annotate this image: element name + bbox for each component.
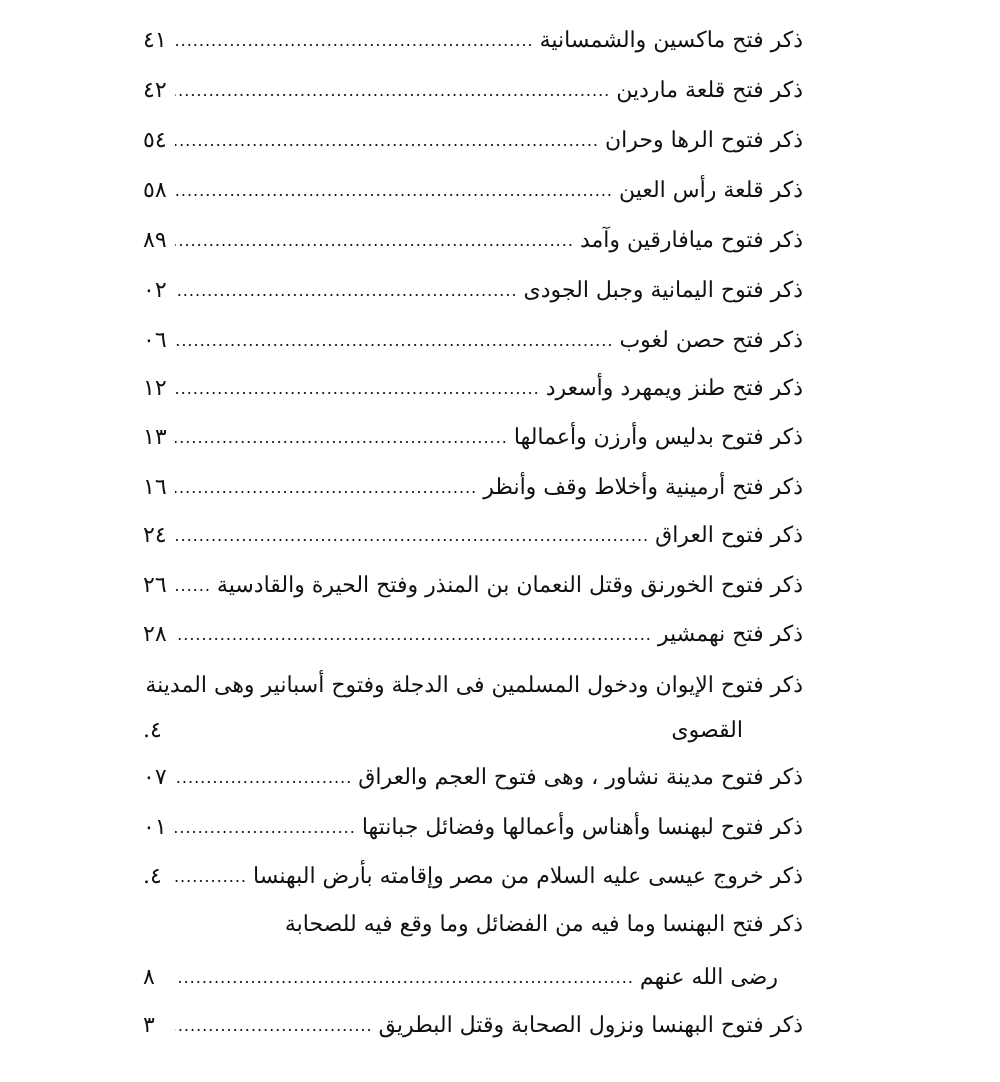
- dot-leader: [175, 21, 534, 61]
- toc-entry-page: ٣: [143, 1013, 155, 1038]
- toc-entry-page: ٤.: [143, 718, 162, 743]
- toc-entry-title: ذكر فتوح مدينة نشاور ، وهى فتوح العجم والعراق: [358, 765, 803, 790]
- toc-entry-title: ذكر فتوح العراق: [655, 523, 803, 548]
- toc-entry: [143, 758, 803, 798]
- dot-leader: [175, 758, 352, 798]
- toc-entry-title-line: ذكر فتوح الإيوان ودخول المسلمين فى الدجلة وفتوح أسبانير وهى المدينة: [145, 673, 803, 698]
- toc-entry: [143, 271, 803, 311]
- toc-entry-page: ١٢: [143, 376, 167, 401]
- toc-entry: [143, 566, 803, 606]
- dot-leader: [175, 71, 610, 111]
- toc-entry: [143, 516, 803, 556]
- dot-leader: [175, 1006, 373, 1046]
- toc-entry-page: ٢٦: [143, 573, 167, 598]
- toc-entry-page: ٤١: [143, 28, 167, 53]
- toc-entry: [143, 21, 803, 61]
- dot-leader: [175, 468, 477, 508]
- toc-entry: [143, 71, 803, 111]
- toc-entry-title: ذكر قلعة رأس العين: [618, 178, 803, 203]
- toc-entry-title: ذكر فتوح ميافارقين وآمد: [579, 228, 803, 253]
- toc-entry-page: ٢٤: [143, 523, 167, 548]
- toc-entry-continuation: [143, 711, 803, 751]
- toc-entry-page: ١٣: [143, 425, 167, 450]
- toc-entry-title: ذكر فتوح اليمانية وجبل الجودى: [523, 278, 803, 303]
- toc-entry: [143, 171, 803, 211]
- toc-entry-continuation-text: القصوى: [671, 718, 743, 743]
- toc-entry-page: ٥٨: [143, 178, 167, 203]
- toc-entry-page: ٢٨: [143, 622, 167, 647]
- dot-leader: [175, 321, 613, 361]
- dot-leader: [175, 857, 247, 897]
- toc-entry-page: ٤٢: [143, 78, 167, 103]
- toc-entry-title: ذكر فتح طنز ويمهرد وأسعرد: [545, 376, 803, 401]
- toc-entry-title: ذكر فتح نهمشير: [657, 622, 803, 647]
- toc-entry: [143, 615, 803, 655]
- dot-leader: [175, 958, 634, 998]
- toc-entry: [143, 321, 803, 361]
- toc-entry: [143, 221, 803, 261]
- dot-leader: [175, 808, 356, 848]
- toc-entry-continuation-text: رضى الله عنهم: [639, 965, 778, 990]
- dot-leader: [175, 271, 518, 311]
- toc-entry-title: ذكر فتوح الخورنق وقتل النعمان بن المنذر وفتح الحيرة والقادسية: [216, 573, 803, 598]
- dot-leader: [175, 418, 508, 458]
- toc-entry-page: ٠١: [143, 815, 167, 840]
- toc-entry: [143, 468, 803, 508]
- toc-entry-page: ٨: [143, 965, 155, 990]
- toc-entry-title: ذكر فتح أرمينية وأخلاط وقف وأنظر: [483, 475, 803, 500]
- toc-entry-title: ذكر فتوح بدليس وأرزن وأعمالها: [513, 425, 803, 450]
- dot-leader: [175, 369, 540, 409]
- toc-entry-title: ذكر فتوح الرها وحران: [605, 128, 803, 153]
- toc-entry-page: ٠٧: [143, 765, 167, 790]
- toc-entry-title: ذكر خروج عيسى عليه السلام من مصر وإقامته بأرض البهنسا: [253, 864, 803, 889]
- toc-entry-title: ذكر فتوح لبهنسا وأهناس وأعمالها وفضائل جبانتها: [361, 815, 803, 840]
- toc-entry: [143, 369, 803, 409]
- dot-leader: [175, 615, 652, 655]
- toc-entry-continuation: [143, 958, 803, 998]
- toc-entry-title: ذكر فتح قلعة ماردين: [616, 78, 803, 103]
- toc-entry-page: ٥٤: [143, 128, 167, 153]
- toc-entry: [143, 857, 803, 897]
- dot-leader: [175, 516, 649, 556]
- toc-entry: [143, 418, 803, 458]
- toc-entry: [143, 1006, 803, 1046]
- toc-entry-title: ذكر فتح حصن لغوب: [619, 328, 803, 353]
- toc-entry-page: ٨٩: [143, 228, 167, 253]
- dot-leader: [175, 121, 599, 161]
- toc-entry-page: ٠٢: [143, 278, 167, 303]
- dot-leader: [175, 221, 574, 261]
- toc-entry: [143, 808, 803, 848]
- toc-entry-title: ذكر فتوح البهنسا ونزول الصحابة وقتل البطريق: [378, 1013, 803, 1038]
- dot-leader: [175, 566, 211, 606]
- toc-entry-page: ٤.: [143, 864, 162, 889]
- toc-entry-page: ١٦: [143, 475, 167, 500]
- toc-entry-title-line: ذكر فتح البهنسا وما فيه من الفضائل وما وقع فيه للصحابة: [284, 912, 803, 937]
- toc-entry: [143, 121, 803, 161]
- toc-entry-page: ٠٦: [143, 328, 167, 353]
- dot-leader: [175, 171, 613, 211]
- toc-entry-title: ذكر فتح ماكسين والشمسانية: [539, 28, 803, 53]
